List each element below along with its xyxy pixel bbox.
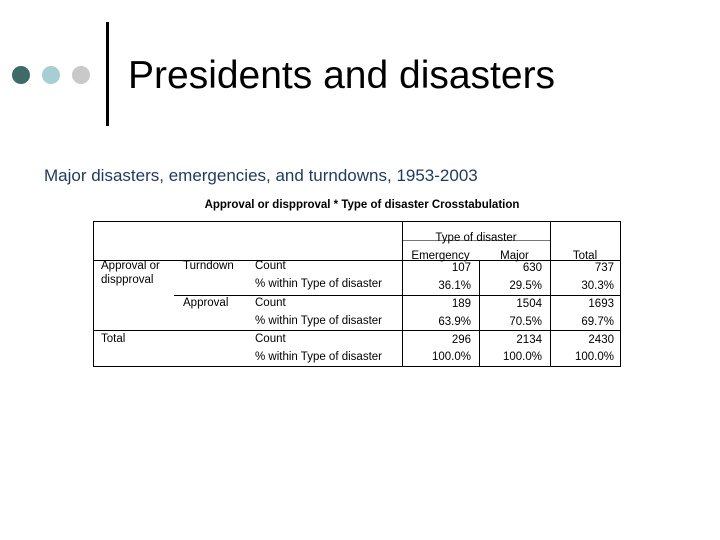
table-cell: 36.1% — [438, 280, 471, 292]
column-header-major: Major — [500, 250, 529, 262]
table-cell: 100.0% — [574, 351, 614, 363]
row-stat-label: % within Type of disaster — [255, 351, 382, 363]
slide-title: Presidents and disasters — [128, 54, 556, 97]
table-cell: 1504 — [516, 298, 542, 310]
column-header-total: Total — [572, 250, 598, 262]
row-variable-label: Approval or dispproval — [101, 260, 160, 286]
table-cell: 189 — [451, 298, 471, 310]
table-cell: 296 — [451, 334, 471, 346]
row-stat-label: % within Type of disaster — [255, 315, 382, 327]
dot-dark-icon — [12, 66, 30, 84]
table-cell: 2134 — [516, 334, 542, 346]
group-header: Type of disaster — [435, 232, 517, 244]
table-cell: 630 — [522, 262, 542, 274]
table-cell: 107 — [451, 262, 471, 274]
table-cell: 63.9% — [438, 316, 471, 328]
row-stat-label: % within Type of disaster — [255, 278, 382, 290]
slide-subtitle: Major disasters, emergencies, and turndowns, 1953-2003 — [44, 166, 478, 185]
table-cell: 69.7% — [581, 316, 614, 328]
table-cell: 100.0% — [431, 351, 471, 363]
row-group-turndown: Turndown — [183, 260, 234, 272]
row-stat-label: Count — [255, 260, 286, 272]
crosstab-table — [93, 221, 621, 367]
row-group-total: Total — [101, 333, 126, 345]
table-cell: 1693 — [588, 298, 614, 310]
row-group-approval: Approval — [183, 297, 229, 309]
dot-gray-icon — [72, 66, 90, 84]
title-divider — [106, 22, 109, 126]
table-cell: 70.5% — [509, 316, 542, 328]
row-stat-label: Count — [255, 297, 286, 309]
table-caption: Approval or dispproval * Type of disaster Crosstabulation — [204, 199, 520, 211]
table-cell: 30.3% — [581, 280, 614, 292]
row-stat-label: Count — [255, 333, 286, 345]
table-cell: 29.5% — [509, 280, 542, 292]
column-header-emergency: Emergency — [411, 250, 470, 262]
table-cell: 100.0% — [502, 351, 542, 363]
table-cell: 737 — [594, 262, 614, 274]
dot-light-icon — [42, 66, 60, 84]
table-cell: 2430 — [588, 334, 614, 346]
